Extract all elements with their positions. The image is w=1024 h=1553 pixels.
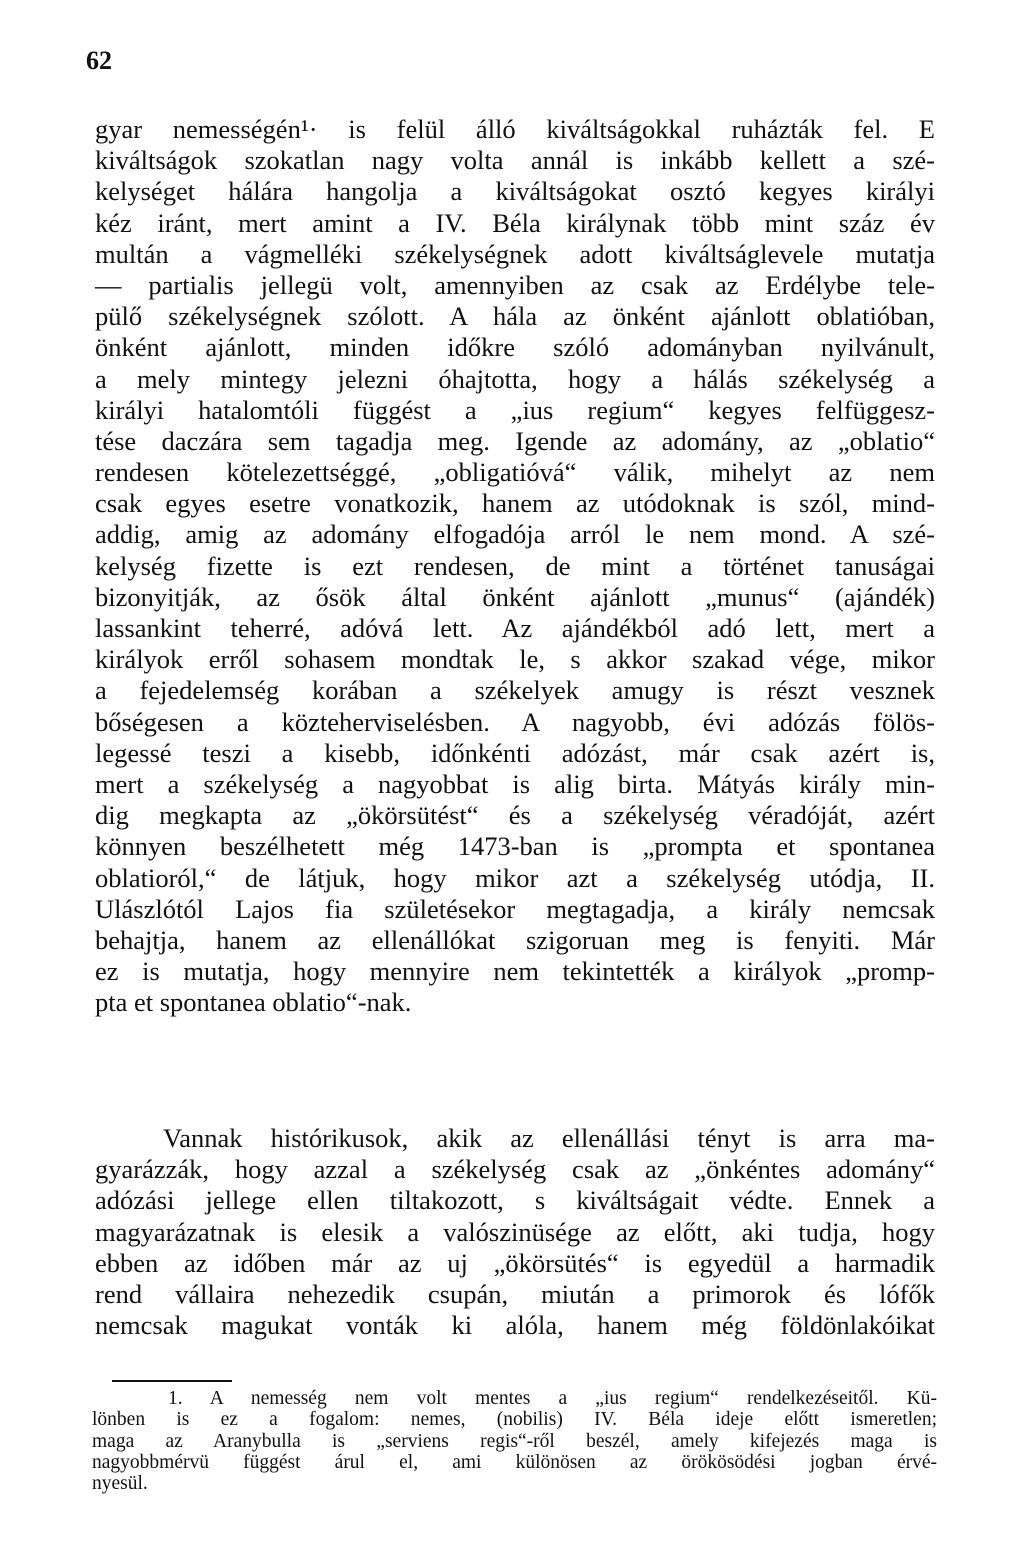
text-line: lassankint teherré, adóvá lett. Az ajándékból adó lett, mert a bbox=[95, 613, 935, 643]
text-line: gyarázzák, hogy azzal a székelység csak az „önkéntes adomány“ bbox=[95, 1154, 935, 1185]
text-line: kiváltságok szokatlan nagy volta annál is inkább kellett a szé- bbox=[95, 145, 935, 176]
text-line: önként ajánlott, minden időkre szóló adományban nyilvánult, bbox=[95, 332, 935, 363]
footnote-line: lönben is ez a fogalom: nemes, (nobilis) IV. Béla ideje előtt ismeretlen; bbox=[92, 1409, 937, 1431]
text-line: behajtja, hanem az ellenállókat szigoruan meg is fenyiti. Már bbox=[95, 924, 935, 955]
text-line: kelység fizette is ezt rendesen, de mint a történet tanuságai bbox=[95, 550, 935, 581]
text-line: rendesen kötelezettséggé, „obligatióvá“ válik, mihelyt az nem bbox=[95, 457, 935, 488]
text-line: ez is mutatja, hogy mennyire nem tekintették a királyok „promp- bbox=[95, 956, 935, 987]
text-line: tése daczára sem tagadja meg. Igende az adomány, az „oblatio“ bbox=[95, 425, 935, 456]
text-line: Ulászlótól Lajos fia születésekor megtagadja, a király nemcsak bbox=[95, 893, 935, 924]
text-line: dig megkapta az „ökörsütést“ és a székelység véradóját, azért bbox=[95, 800, 935, 831]
text-line: királyok erről sohasem mondtak le, s akkor szakad vége, mikor bbox=[95, 644, 935, 675]
text-line: kelységet hálára hangolja a kiváltságokat osztó kegyes királyi bbox=[95, 176, 935, 207]
text-line: királyi hatalomtóli függést a „ius regium“ kegyes felfüggesz- bbox=[95, 394, 935, 425]
text-line: rend vállaira nehezedik csupán, miután a primorok és lófők bbox=[95, 1278, 935, 1309]
text-line: pta et spontanea oblatio“-nak. bbox=[95, 987, 412, 1018]
text-line: Vannak histórikusok, akik az ellenállási tényt is arra ma- bbox=[163, 1123, 935, 1153]
text-line: bizonyitják, az ősök által önként ajánlott „munus“ (ajándék) bbox=[95, 581, 935, 612]
text-line: a mely mintegy jelezni óhajtotta, hogy a hálás székelység a bbox=[95, 363, 935, 394]
body-paragraph-2 bbox=[95, 1123, 935, 1341]
text-line: oblatioról,“ de látjuk, hogy mikor azt a székelység utódja, II. bbox=[95, 862, 935, 893]
page-number: 62 bbox=[86, 46, 112, 75]
text-line: a fejedelemség korában a székelyek amugy is részt vesznek bbox=[95, 675, 935, 706]
text-line: addig, amig az adomány elfogadója arról le nem mond. A szé- bbox=[95, 519, 935, 550]
text-line: kéz iránt, mert amint a IV. Béla királynak több mint száz év bbox=[95, 207, 935, 238]
footnote-line: 1. A nemesség nem volt mentes a „ius regium“ rendelkezéseitől. Kü- bbox=[168, 1388, 937, 1409]
footnote-line: nyesül. bbox=[92, 1473, 148, 1495]
text-line: bőségesen a közteherviselésben. A nagyobb, évi adózás fölös- bbox=[95, 706, 935, 737]
text-line: könnyen beszélhetett még 1473-ban is „prompta et spontanea bbox=[95, 831, 935, 862]
text-line: csak egyes esetre vonatkozik, hanem az utódoknak is szól, mind- bbox=[95, 488, 935, 519]
footnote-divider bbox=[112, 1380, 232, 1382]
text-line: nemcsak magukat vonták ki alóla, hanem még földönlakóikat bbox=[95, 1310, 935, 1341]
body-paragraph-1 bbox=[95, 114, 935, 1018]
text-line: pülő székelységnek szólott. A hála az önként ajánlott oblatióban, bbox=[95, 301, 935, 332]
footnote-line: nagyobbmérvü függést árul el, ami különösen az örökösödési jogban érvé- bbox=[92, 1451, 937, 1473]
text-line: magyarázatnak is elesik a valószinüsége az előtt, aki tudja, hogy bbox=[95, 1216, 935, 1247]
text-line: mert a székelység a nagyobbat is alig birta. Mátyás király min- bbox=[95, 768, 935, 799]
text-line: multán a vágmelléki székelységnek adott kiváltságlevele mutatja bbox=[95, 238, 935, 269]
footnote-line: maga az Aranybulla is „serviens regis“-ről beszél, amely kifejezés maga is bbox=[92, 1430, 937, 1452]
footnote bbox=[92, 1388, 937, 1494]
text-line: legessé teszi a kisebb, időnkénti adózást, már csak azért is, bbox=[95, 737, 935, 768]
text-line: adózási jellege ellen tiltakozott, s kiváltságait védte. Ennek a bbox=[95, 1185, 935, 1216]
text-line: ebben az időben már az uj „ökörsütés“ is egyedül a harmadik bbox=[95, 1247, 935, 1278]
text-line: gyar nemességén¹· is felül álló kiváltságokkal ruházták fel. E bbox=[95, 114, 935, 144]
text-line: — partialis jellegü volt, amennyiben az csak az Erdélybe tele- bbox=[95, 269, 935, 300]
